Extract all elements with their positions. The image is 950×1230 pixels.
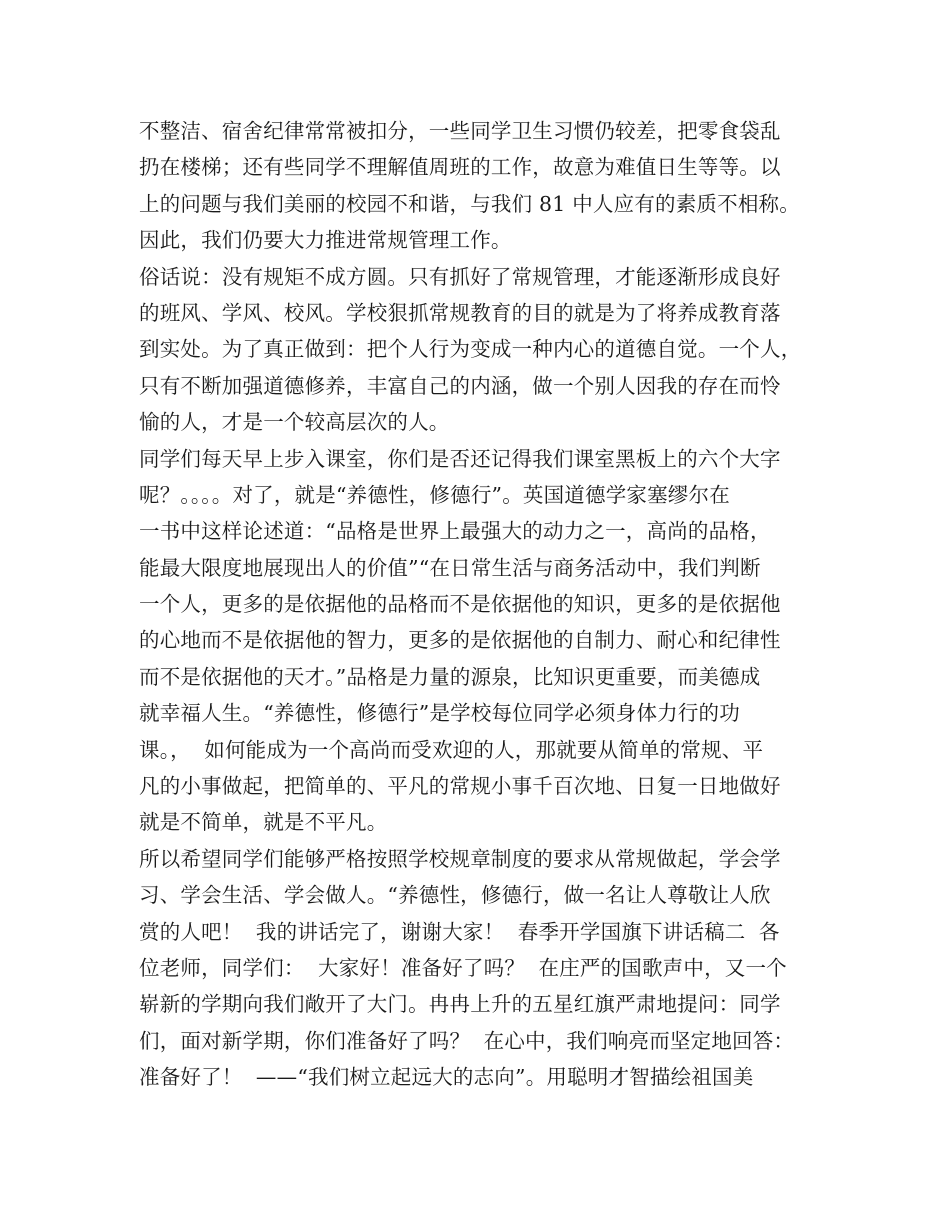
text-line: 愉的人，才是一个较高层次的人。 (139, 410, 450, 435)
document-body (139, 113, 829, 1096)
text-line: 能最大限度地展现出人的价值”“在日常生活与商务活动中，我们判断 (139, 555, 761, 580)
text-line: 的心地而不是依据他的智力，更多的是依据他的自制力、耐心和纪律性 (139, 628, 781, 653)
text-line: 一书中这样论述道：“品格是世界上最强大的动力之一，高尚的品格， (139, 519, 771, 544)
text-line: 凡的小事做起，把简单的、平凡的常规小事千百次地、日复一日地做好 (139, 774, 781, 799)
text-line: 准备好了！ ——“我们树立起远大的志向”。用聪明才智描绘祖国美 (139, 1065, 754, 1090)
text-line: 习、学会生活、学会做人。“养德性，修德行，做一名让人尊敬让人欣 (139, 883, 771, 908)
text-line: 就是不简单，就是不平凡。 (139, 810, 388, 835)
text-line: 而不是依据他的天才。”品格是力量的源泉，比知识更重要，而美德成 (139, 664, 761, 689)
text-line: 不整洁、宿舍纪律常常被扣分，一些同学卫生习惯仍较差，把零食袋乱 (139, 119, 781, 143)
text-line: 就幸福人生。“养德性，修德行”是学校每位同学必须身体力行的功 (139, 701, 740, 726)
text-line: 位老师，同学们： 大家好！准备好了吗？ 在庄严的国歌声中，又一个 (139, 955, 787, 980)
text-line: 因此，我们仍要大力推进常规管理工作。 (139, 228, 512, 253)
text-line: 的班风、学风、校风。学校狠抓常规教育的目的就是为了将养成教育落 (139, 300, 781, 325)
text-line: 课。， 如何能成为一个高尚而受欢迎的人，那就要从简单的常规、平 (139, 737, 764, 762)
text-line: 崭新的学期向我们敞开了大门。冉冉上升的五星红旗严肃地提问：同学 (139, 992, 781, 1017)
text-line: 上的问题与我们美丽的校园不和谐，与我们 81 中人应有的素质不相称。 (139, 191, 800, 216)
text-line: 扔在楼梯；还有些同学不理解值周班的工作，故意为难值日生等等。以 (139, 155, 781, 180)
text-line: 呢？。。。。对了，就是“养德性，修德行”。英国道德学家塞缪尔在 (139, 482, 730, 507)
text-line: 同学们每天早上步入课室，你们是否还记得我们课室黑板上的六个大字 (139, 446, 781, 471)
text-line: 只有不断加强道德修养，丰富自己的内涵，做一个别人因我的存在而怜 (139, 373, 781, 398)
text-line: 们，面对新学期，你们准备好了吗？ 在心中，我们响亮而坚定地回答： (139, 1028, 795, 1053)
text-line: 所以希望同学们能够严格按照学校规章制度的要求从常规做起，学会学 (139, 846, 781, 871)
text-line: 赏的人吧！ 我的讲话完了，谢谢大家！ 春季开学国旗下讲话稿二 各 (139, 919, 780, 944)
text-line: 俗话说：没有规矩不成方圆。只有抓好了常规管理，才能逐渐形成良好 (139, 264, 781, 289)
text-line: 一个人，更多的是依据他的品格而不是依据他的知识，更多的是依据他 (139, 592, 781, 617)
text-line: 到实处。为了真正做到：把个人行为变成一种内心的道德自觉。一个人， (139, 337, 802, 362)
